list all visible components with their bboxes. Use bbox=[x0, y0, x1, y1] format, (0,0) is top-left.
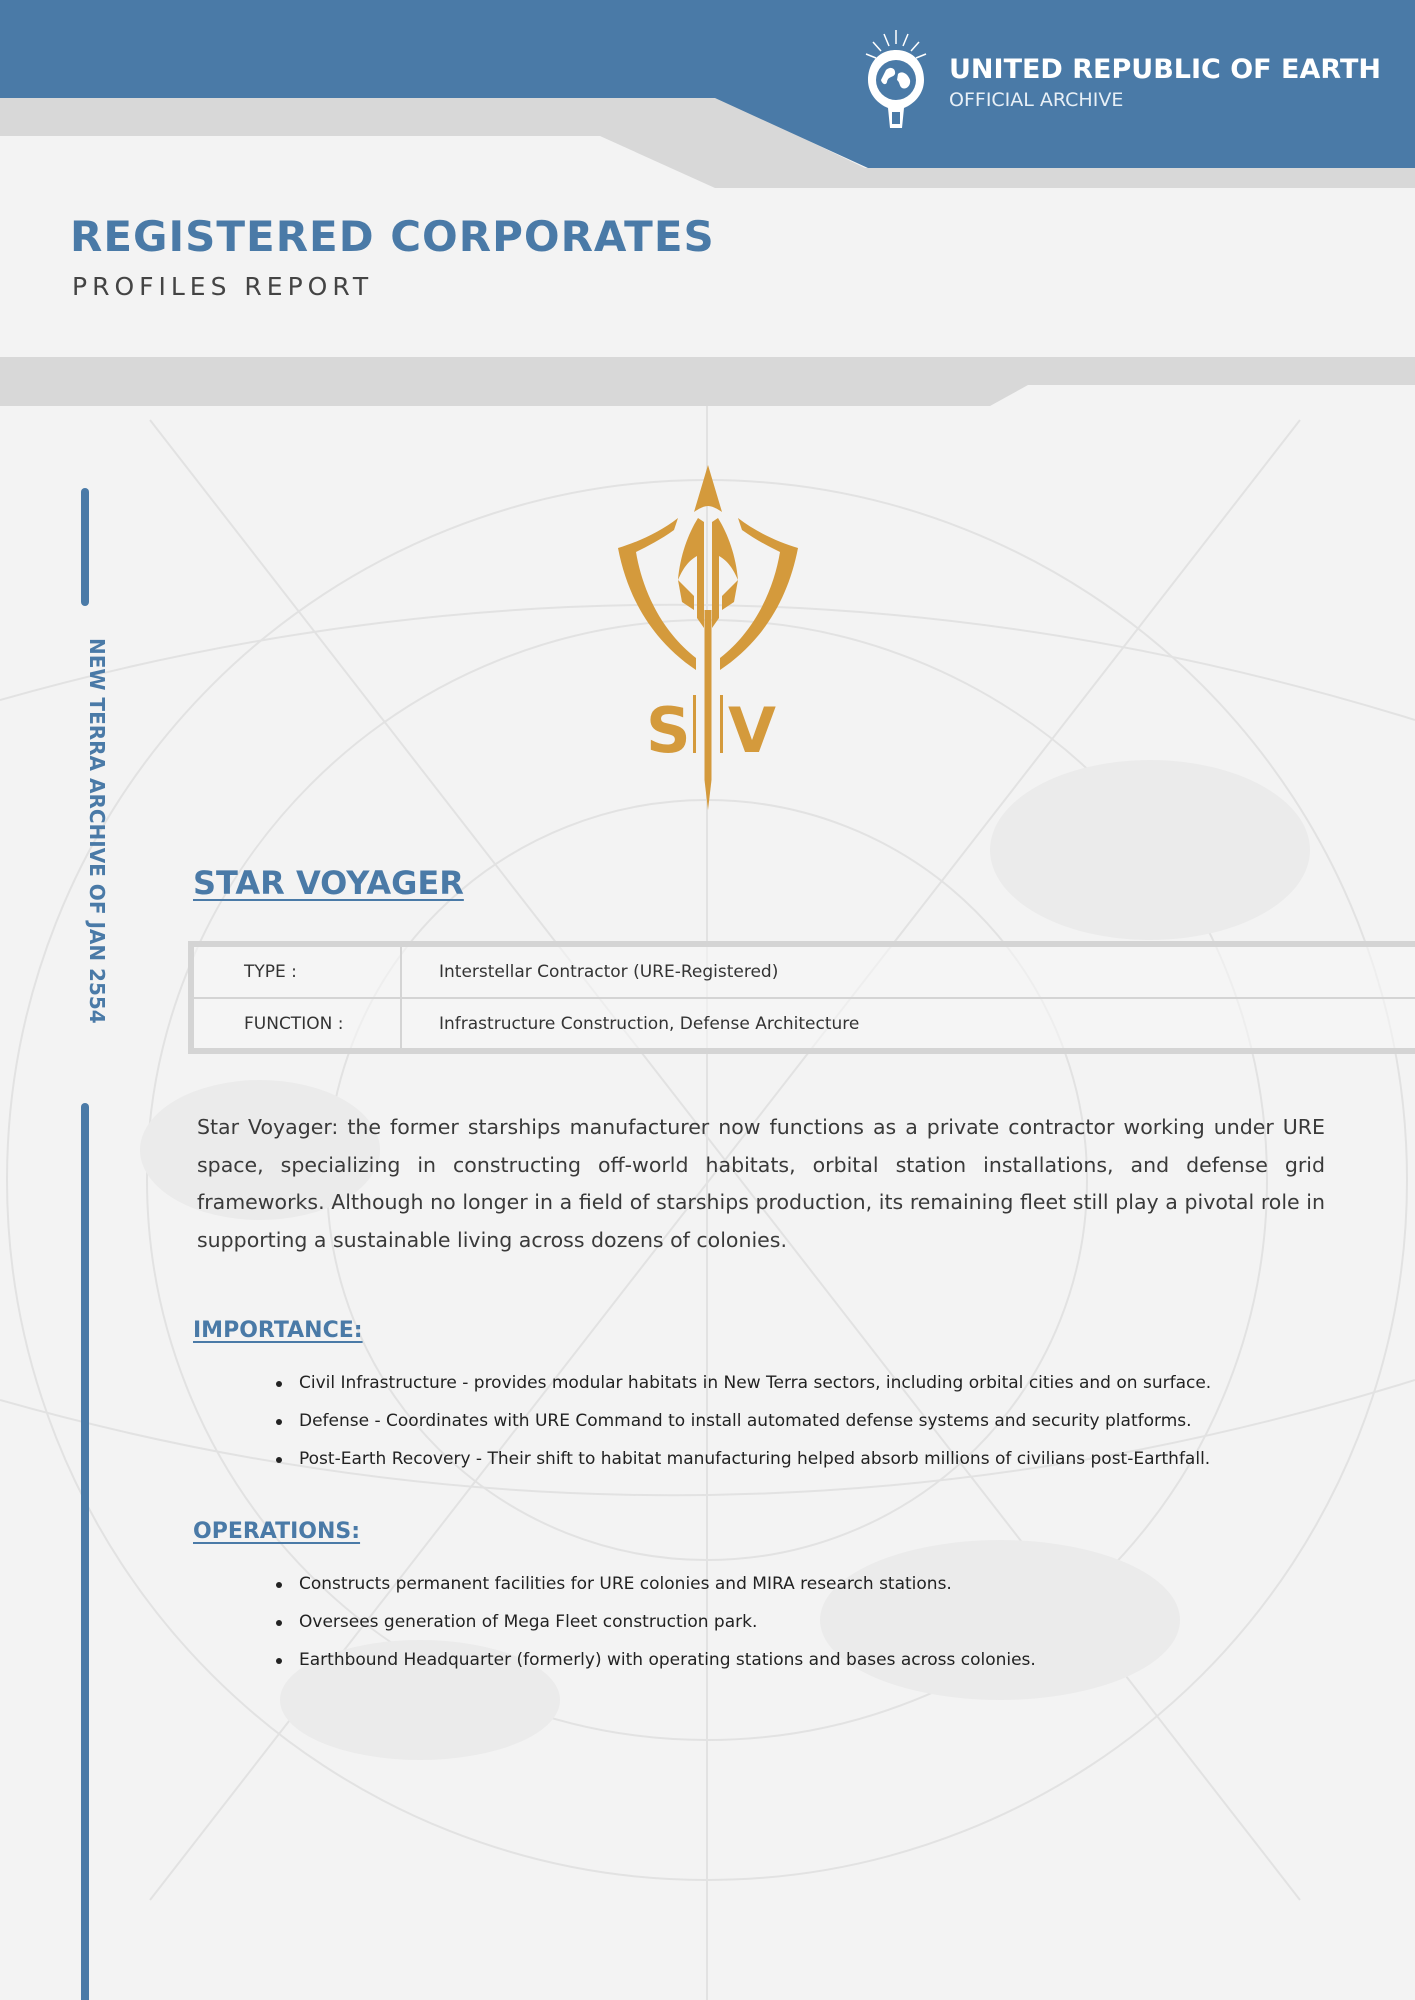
type-label: TYPE : bbox=[244, 962, 297, 982]
org-subtitle: OFFICIAL ARCHIVE bbox=[949, 89, 1124, 111]
report-title: REGISTERED CORPORATES bbox=[70, 212, 715, 261]
operations-list bbox=[0, 1572, 1036, 1686]
bullet-icon bbox=[276, 1457, 282, 1463]
company-name: STAR VOYAGER bbox=[193, 864, 464, 902]
type-value: Interstellar Contractor (URE-Registered) bbox=[439, 962, 779, 982]
table-row bbox=[194, 999, 1415, 1049]
bullet-icon bbox=[276, 1582, 282, 1588]
list-item bbox=[0, 1371, 1211, 1409]
org-name: UNITED REPUBLIC OF EARTH bbox=[949, 54, 1381, 85]
list-item-text: Earthbound Headquarter (formerly) with operating stations and bases across colonies. bbox=[299, 1650, 1036, 1670]
table-column-divider bbox=[400, 947, 402, 1048]
function-label: FUNCTION : bbox=[244, 1014, 344, 1034]
list-item-text: Constructs permanent facilities for URE colonies and MIRA research stations. bbox=[299, 1574, 952, 1594]
function-value: Infrastructure Construction, Defense Architecture bbox=[439, 1014, 860, 1034]
list-item-text: Post-Earth Recovery - Their shift to habitat manufacturing helped absorb millions of civilians post-Earthfall. bbox=[299, 1449, 1211, 1469]
logo-letter-v: V bbox=[728, 694, 776, 767]
logo-letter-s: S bbox=[646, 694, 691, 767]
list-item-text: Civil Infrastructure - provides modular habitats in New Terra sectors, including orbital cities and on surface. bbox=[299, 1373, 1212, 1393]
bullet-icon bbox=[276, 1419, 282, 1425]
globe-emblem-icon bbox=[862, 28, 930, 136]
importance-heading: IMPORTANCE: bbox=[193, 1318, 363, 1343]
side-rail-top bbox=[81, 488, 89, 606]
list-item bbox=[0, 1648, 1036, 1686]
importance-list bbox=[0, 1371, 1211, 1485]
bullet-icon bbox=[276, 1381, 282, 1387]
operations-heading: OPERATIONS: bbox=[193, 1519, 361, 1544]
company-description: Star Voyager: the former starships manufacturer now functions as a private contractor working under URE space, specializing in constructing off-world habitats, orbital station installations, and defense grid frameworks. Although no longer in a field of starships production, its remaining fleet still play a pivotal role in supporting a sustainable living across dozens of colonies. bbox=[197, 1115, 1325, 1252]
list-item bbox=[0, 1572, 1036, 1610]
company-info-table bbox=[188, 941, 1415, 1054]
list-item bbox=[0, 1447, 1211, 1485]
list-item bbox=[0, 1610, 1036, 1648]
bullet-icon bbox=[276, 1658, 282, 1664]
bullet-icon bbox=[276, 1620, 282, 1626]
table-row bbox=[194, 947, 1415, 999]
list-item-text: Oversees generation of Mega Fleet construction park. bbox=[299, 1612, 758, 1632]
archive-date-label: NEW TERRA ARCHIVE OF JAN 2554 bbox=[85, 638, 109, 1024]
side-rail-bottom bbox=[81, 1103, 89, 2000]
report-subtitle: PROFILES REPORT bbox=[72, 272, 374, 301]
list-item-text: Defense - Coordinates with URE Command to install automated defense systems and security platforms. bbox=[299, 1411, 1192, 1431]
trident-shield-logo-icon bbox=[598, 460, 818, 820]
list-item bbox=[0, 1409, 1211, 1447]
